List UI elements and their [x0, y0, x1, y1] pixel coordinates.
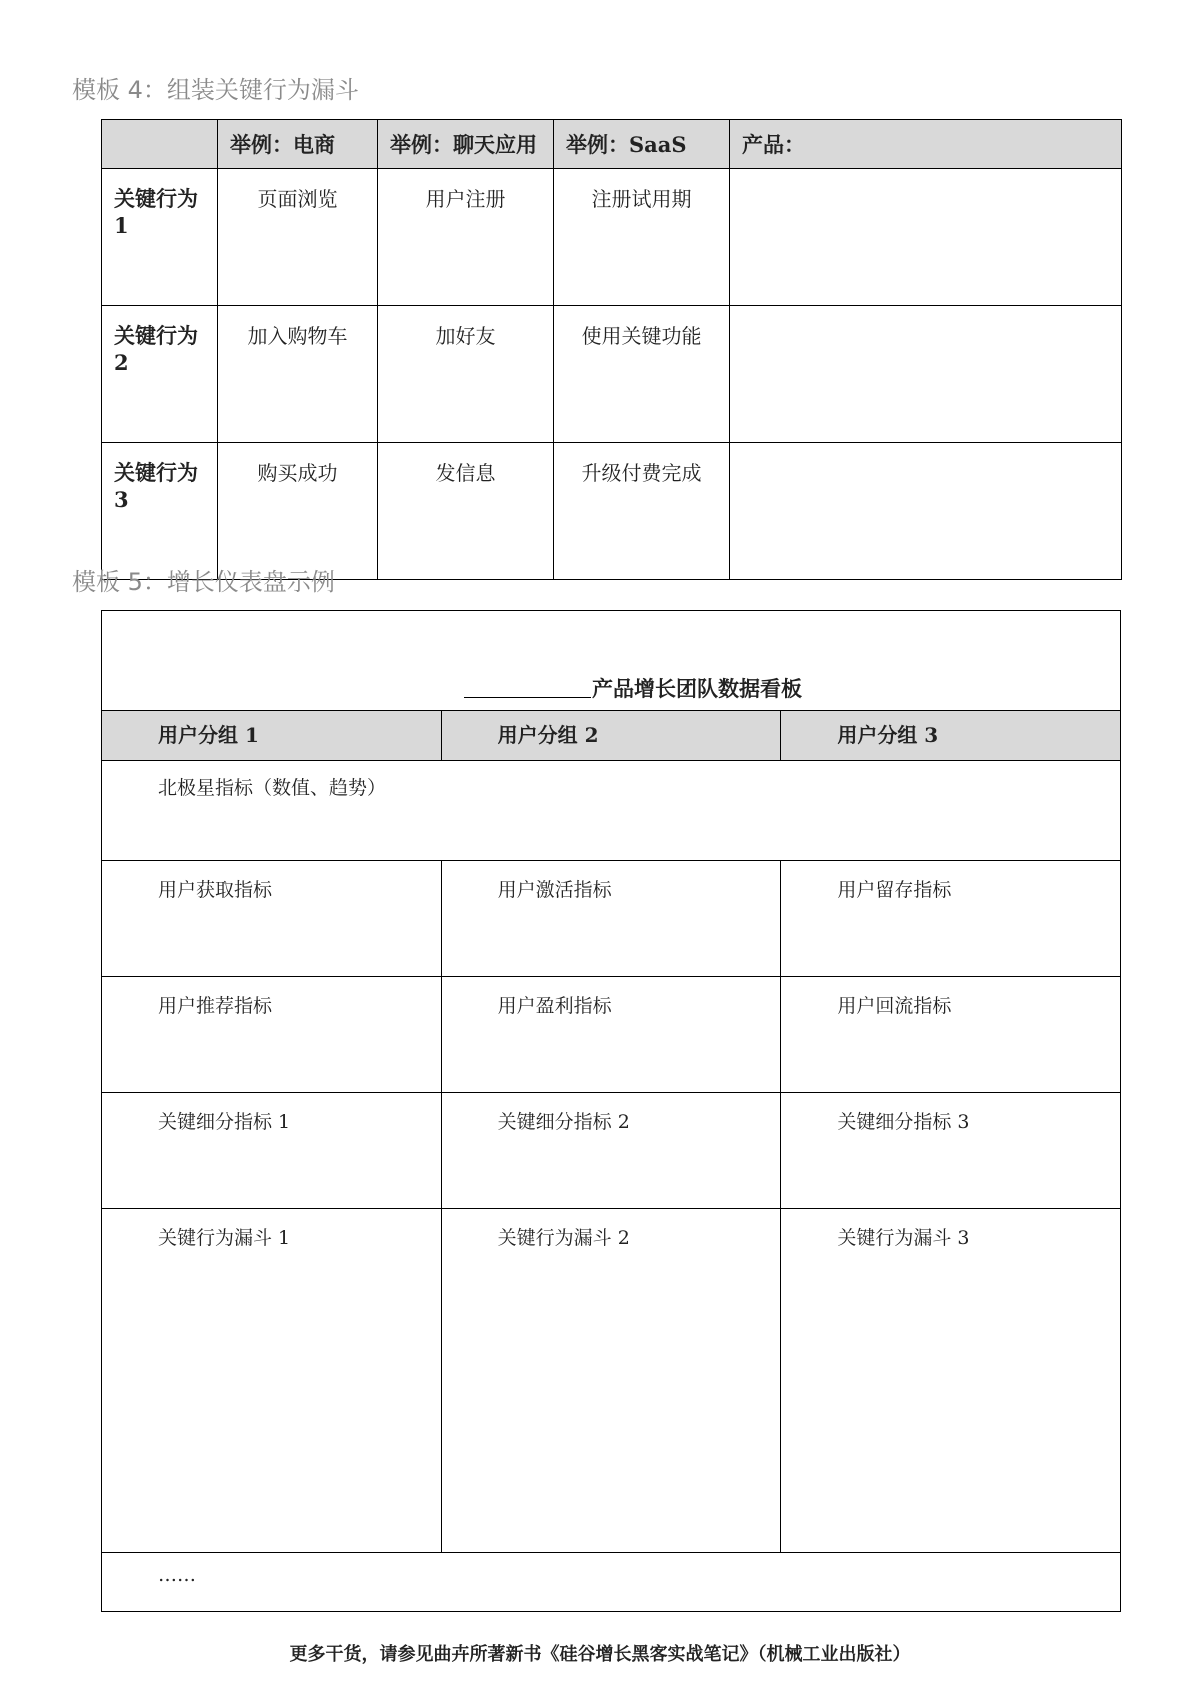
table-row [102, 169, 1122, 306]
table-cell: 用户注册 [378, 169, 554, 306]
header-cell: 产品： [730, 120, 1122, 169]
user-group-3: 用户分组 3 [837, 723, 939, 747]
key-behavior-funnel-table [101, 119, 1122, 580]
growth-dashboard [101, 610, 1121, 1612]
user-group-1: 用户分组 1 [102, 711, 442, 760]
template5-title: 模板 5：增长仪表盘示例 [72, 568, 335, 596]
table-cell [730, 443, 1122, 580]
table-row [102, 443, 1122, 580]
retention-metric: 用户留存指标 [837, 879, 952, 901]
metrics-row [102, 1209, 1120, 1553]
dashboard-title: 产品增长团队数据看板 [592, 676, 802, 701]
resurrection-metric: 用户回流指标 [837, 995, 952, 1017]
ellipsis-text: …… [158, 1564, 196, 1586]
table-cell: 加入购物车 [218, 306, 378, 443]
header-cell: 举例：聊天应用 [378, 120, 554, 169]
table-header-row [102, 120, 1122, 169]
header-cell [102, 120, 218, 169]
activation-metric: 用户激活指标 [442, 861, 782, 976]
user-group-2: 用户分组 2 [442, 711, 782, 760]
table-cell [730, 306, 1122, 443]
metrics-row [102, 977, 1120, 1093]
template4-title: 模板 4：组装关键行为漏斗 [72, 76, 359, 104]
table-cell: 发信息 [378, 443, 554, 580]
behavior-funnel-2: 关键行为漏斗 2 [442, 1209, 782, 1552]
header-cell: 举例：电商 [218, 120, 378, 169]
referral-metric: 用户推荐指标 [102, 977, 442, 1092]
row-label: 关键行为 3 [102, 443, 218, 580]
metrics-row [102, 861, 1120, 977]
table-cell: 页面浏览 [218, 169, 378, 306]
product-name-blank [464, 697, 591, 698]
metrics-row [102, 1093, 1120, 1209]
segment-metric-3: 关键细分指标 3 [837, 1111, 970, 1133]
revenue-metric: 用户盈利指标 [442, 977, 782, 1092]
table-cell: 购买成功 [218, 443, 378, 580]
behavior-funnel-1: 关键行为漏斗 1 [102, 1209, 442, 1552]
table-cell: 升级付费完成 [554, 443, 730, 580]
table-cell: 使用关键功能 [554, 306, 730, 443]
header-cell: 举例：SaaS [554, 120, 730, 169]
segment-metric-2: 关键细分指标 2 [442, 1093, 782, 1208]
segment-metric-1: 关键细分指标 1 [102, 1093, 442, 1208]
table-cell: 加好友 [378, 306, 554, 443]
north-star-metric: 北极星指标（数值、趋势） [102, 761, 1120, 861]
dashboard-title-area [102, 611, 1120, 711]
table-cell [730, 169, 1122, 306]
acquisition-metric: 用户获取指标 [102, 861, 442, 976]
footer-note: 更多干货，请参见曲卉所著新书《硅谷增长黑客实战笔记》（机械工业出版社） [289, 1644, 911, 1665]
table-cell: 注册试用期 [554, 169, 730, 306]
behavior-funnel-3: 关键行为漏斗 3 [837, 1227, 970, 1249]
row-label: 关键行为 1 [102, 169, 218, 306]
table-row [102, 306, 1122, 443]
user-group-header [102, 711, 1120, 761]
row-label: 关键行为 2 [102, 306, 218, 443]
